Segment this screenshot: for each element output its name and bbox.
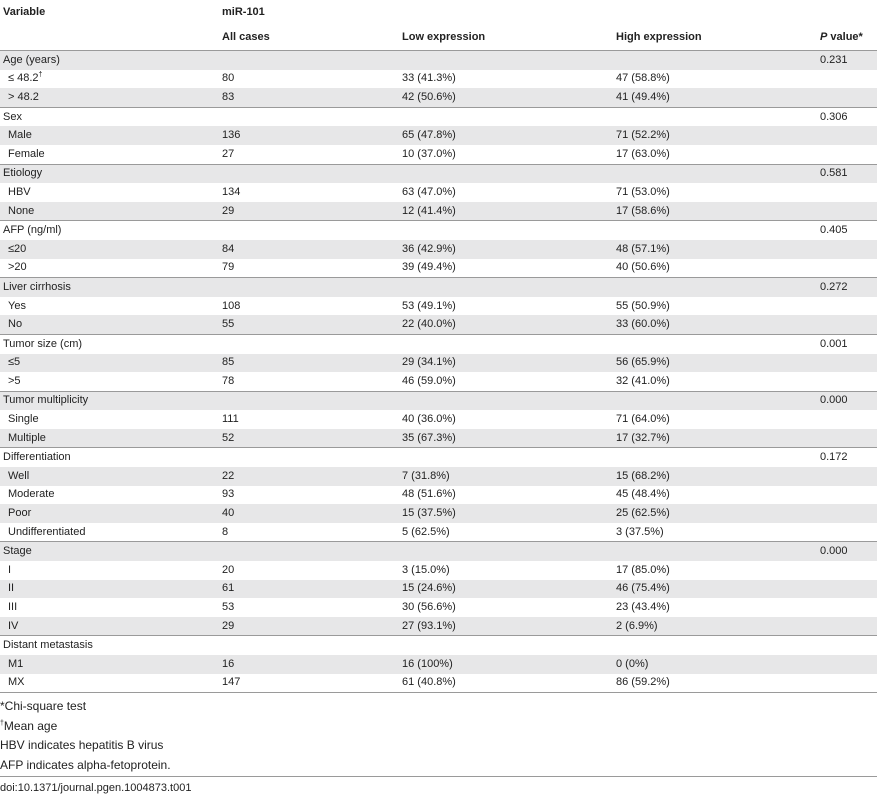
empty-cell [613, 334, 817, 353]
footnotes [0, 697, 171, 775]
row-low-expression: 33 (41.3%) [402, 72, 456, 85]
footer-divider [0, 776, 877, 777]
empty-cell [399, 164, 613, 183]
row-high-expression: 0 (0%) [613, 655, 817, 674]
empty-cell [219, 164, 399, 183]
row-low-expression: 42 (50.6%) [399, 88, 613, 107]
section-row [0, 334, 877, 353]
row-label: ≤ 48.2† [8, 71, 43, 85]
row-all-cases: 53 [222, 601, 235, 614]
row-low-expression: 39 (49.4%) [402, 261, 456, 274]
row-label: Moderate [8, 488, 55, 501]
row-all-cases: 136 [219, 126, 399, 145]
row-low-expression: 7 (31.8%) [399, 467, 613, 486]
row-label: III [8, 601, 18, 614]
row-high-expression: 71 (52.2%) [613, 126, 817, 145]
table-row [0, 410, 877, 429]
empty-cell [399, 221, 613, 240]
row-high-expression: 56 (65.9%) [613, 354, 817, 373]
empty-cell [817, 354, 877, 373]
row-label: Well [0, 467, 219, 486]
section-p-value: 0.306 [817, 107, 877, 126]
empty-cell [817, 429, 877, 448]
section-p-value: 0.581 [817, 164, 877, 183]
row-low-expression: 61 (40.8%) [399, 674, 613, 693]
row-all-cases: 80 [222, 72, 235, 85]
row-high-expression: 55 (50.9%) [616, 299, 670, 312]
empty-cell [817, 259, 877, 278]
empty-cell [817, 88, 877, 107]
row-low-expression: 30 (56.6%) [402, 601, 456, 614]
section-row [0, 278, 877, 297]
empty-cell [219, 107, 399, 126]
row-low-expression: 22 (40.0%) [399, 315, 613, 334]
row-all-cases: 85 [219, 354, 399, 373]
section-row [0, 164, 877, 183]
empty-cell [817, 202, 877, 221]
empty-cell [399, 107, 613, 126]
empty-cell [817, 617, 877, 636]
header-high-expression: High expression [616, 31, 702, 43]
empty-cell [219, 391, 399, 410]
row-label: ≤20 [0, 240, 219, 259]
row-high-expression: 17 (58.6%) [613, 202, 817, 221]
row-all-cases: 29 [219, 202, 399, 221]
table-row [0, 655, 877, 674]
row-high-expression: 17 (63.0%) [616, 147, 670, 160]
row-label: M1 [0, 655, 219, 674]
row-label: Single [8, 413, 39, 426]
row-high-expression: 2 (6.9%) [613, 617, 817, 636]
row-high-expression: 32 (41.0%) [616, 374, 670, 387]
row-all-cases: 111 [222, 413, 239, 426]
table-row [0, 617, 877, 636]
row-label: I [8, 563, 12, 576]
section-title: Age (years) [0, 51, 219, 70]
empty-cell [219, 448, 399, 467]
row-all-cases: 55 [219, 315, 399, 334]
row-label: Female [8, 147, 45, 160]
empty-cell [219, 334, 399, 353]
empty-cell [613, 542, 817, 561]
row-label: IV [0, 617, 219, 636]
section-title: Tumor multiplicity [0, 391, 219, 410]
section-p-value: 0.172 [817, 448, 877, 467]
row-all-cases: 83 [219, 88, 399, 107]
table-row [0, 315, 877, 334]
empty-cell [613, 107, 817, 126]
section-title: Tumor size (cm) [0, 334, 219, 353]
empty-cell [399, 448, 613, 467]
row-label: Multiple [0, 429, 219, 448]
row-label: Yes [8, 299, 26, 312]
section-row [0, 542, 877, 561]
section-title: Differentiation [0, 448, 219, 467]
row-high-expression: 3 (37.5%) [616, 525, 664, 538]
row-low-expression: 65 (47.8%) [399, 126, 613, 145]
row-high-expression: 46 (75.4%) [613, 580, 817, 599]
table-row [0, 297, 877, 316]
row-all-cases: 20 [222, 563, 235, 576]
empty-cell [613, 221, 817, 240]
row-all-cases: 84 [219, 240, 399, 259]
row-all-cases: 40 [219, 504, 399, 523]
empty-cell [219, 278, 399, 297]
empty-cell [817, 561, 877, 580]
empty-cell [817, 70, 877, 89]
footnote-chi-square: *Chi-square test [0, 699, 87, 713]
table-row [0, 486, 877, 505]
row-low-expression: 12 (41.4%) [399, 202, 613, 221]
empty-cell [817, 183, 877, 202]
section-p-value [817, 636, 877, 655]
row-high-expression: 23 (43.4%) [616, 601, 670, 614]
row-high-expression: 40 (50.6%) [616, 261, 670, 274]
section-title: Stage [0, 542, 219, 561]
row-low-expression: 46 (59.0%) [402, 374, 456, 387]
table-row [0, 145, 877, 164]
header-p-value: P value* [820, 31, 863, 43]
empty-cell [613, 391, 817, 410]
row-high-expression: 71 (53.0%) [616, 185, 670, 198]
row-all-cases: 29 [219, 617, 399, 636]
row-all-cases: 27 [222, 147, 235, 160]
empty-cell [613, 636, 817, 655]
row-high-expression: 33 (60.0%) [613, 315, 817, 334]
doi-text: doi:10.1371/journal.pgen.1004873.t001 [0, 782, 192, 794]
row-all-cases: 108 [222, 299, 241, 312]
row-low-expression: 5 (62.5%) [402, 525, 450, 538]
empty-cell [817, 674, 877, 693]
row-all-cases: 16 [219, 655, 399, 674]
section-p-value: 0.272 [817, 278, 877, 297]
table-row [0, 70, 877, 89]
row-high-expression: 86 (59.2%) [613, 674, 817, 693]
section-row [0, 51, 877, 70]
section-title: Liver cirrhosis [0, 278, 219, 297]
row-high-expression: 71 (64.0%) [616, 413, 670, 426]
empty-cell [817, 486, 877, 505]
empty-cell [817, 598, 877, 617]
empty-cell [817, 504, 877, 523]
footnote-afp: AFP indicates alpha-fetoprotein. [0, 757, 171, 772]
row-label: None [0, 202, 219, 221]
section-row [0, 448, 877, 467]
empty-cell [817, 580, 877, 599]
row-low-expression: 53 (49.1%) [402, 299, 456, 312]
empty-cell [399, 278, 613, 297]
row-low-expression: 10 (37.0%) [402, 147, 456, 160]
row-label: >20 [8, 261, 27, 274]
footnote-mean-age: †Mean age [0, 718, 58, 733]
empty-cell [399, 334, 613, 353]
row-low-expression: 27 (93.1%) [399, 617, 613, 636]
table-row [0, 88, 877, 107]
empty-cell [399, 636, 613, 655]
section-row [0, 636, 877, 655]
row-all-cases: 93 [222, 488, 235, 501]
empty-cell [613, 164, 817, 183]
section-row [0, 221, 877, 240]
table-row [0, 126, 877, 145]
empty-cell [399, 542, 613, 561]
section-title: AFP (ng/ml) [0, 221, 219, 240]
row-label: HBV [8, 185, 31, 198]
row-low-expression: 35 (67.3%) [399, 429, 613, 448]
row-all-cases: 134 [222, 185, 241, 198]
table-row [0, 467, 877, 486]
table-row [0, 429, 877, 448]
empty-cell [613, 278, 817, 297]
empty-cell [613, 448, 817, 467]
footnote-hbv: HBV indicates hepatitis B virus [0, 738, 164, 752]
empty-cell [219, 542, 399, 561]
empty-cell [399, 51, 613, 70]
empty-cell [817, 410, 877, 429]
row-all-cases: 8 [222, 525, 229, 538]
section-p-value: 0.231 [817, 51, 877, 70]
table-row [0, 202, 877, 221]
row-low-expression: 15 (37.5%) [399, 504, 613, 523]
section-p-value: 0.000 [817, 391, 877, 410]
row-high-expression: 15 (68.2%) [613, 467, 817, 486]
row-label: >5 [8, 374, 21, 387]
table-row [0, 183, 877, 202]
section-title: Distant metastasis [0, 636, 219, 655]
row-high-expression: 47 (58.8%) [616, 72, 670, 85]
empty-cell [613, 51, 817, 70]
row-low-expression: 3 (15.0%) [402, 563, 450, 576]
row-high-expression: 25 (62.5%) [613, 504, 817, 523]
table-row [0, 674, 877, 693]
row-label: MX [0, 674, 219, 693]
row-all-cases: 147 [219, 674, 399, 693]
empty-cell [817, 297, 877, 316]
section-row [0, 107, 877, 126]
header-variable: Variable [3, 6, 46, 18]
header-row-2 [0, 25, 877, 51]
row-label: ≤5 [0, 354, 219, 373]
header-low-expression: Low expression [402, 31, 486, 43]
row-all-cases: 79 [222, 261, 235, 274]
row-all-cases: 61 [219, 580, 399, 599]
row-high-expression: 17 (85.0%) [616, 563, 670, 576]
empty-cell [817, 467, 877, 486]
table-row [0, 354, 877, 373]
empty-cell [817, 145, 877, 164]
empty-cell [817, 372, 877, 391]
row-high-expression: 45 (48.4%) [616, 488, 670, 501]
row-label: No [0, 315, 219, 334]
row-label: Undifferentiated [8, 525, 86, 538]
empty-cell [817, 315, 877, 334]
header-all-cases: All cases [222, 31, 270, 43]
empty-cell [219, 51, 399, 70]
empty-cell [817, 240, 877, 259]
row-label: Poor [0, 504, 219, 523]
row-label: > 48.2 [0, 88, 219, 107]
table-row [0, 504, 877, 523]
table-row [0, 523, 877, 542]
row-all-cases: 52 [219, 429, 399, 448]
row-low-expression: 40 (36.0%) [402, 413, 456, 426]
section-p-value: 0.405 [817, 221, 877, 240]
empty-cell [817, 523, 877, 542]
row-label: Male [0, 126, 219, 145]
empty-cell [219, 221, 399, 240]
table-row [0, 561, 877, 580]
table-row [0, 598, 877, 617]
row-all-cases: 22 [219, 467, 399, 486]
row-low-expression: 16 (100%) [399, 655, 613, 674]
row-low-expression: 63 (47.0%) [402, 185, 456, 198]
table-row [0, 240, 877, 259]
section-row [0, 391, 877, 410]
section-title: Etiology [0, 164, 219, 183]
row-low-expression: 36 (42.9%) [399, 240, 613, 259]
empty-cell [399, 391, 613, 410]
row-label: II [0, 580, 219, 599]
empty-cell [817, 126, 877, 145]
section-title: Sex [0, 107, 219, 126]
row-high-expression: 48 (57.1%) [613, 240, 817, 259]
row-high-expression: 41 (49.4%) [613, 88, 817, 107]
table-body [0, 51, 877, 693]
table-row [0, 372, 877, 391]
empty-cell [219, 636, 399, 655]
row-low-expression: 48 (51.6%) [402, 488, 456, 501]
row-high-expression: 17 (32.7%) [613, 429, 817, 448]
table-row [0, 259, 877, 278]
row-low-expression: 15 (24.6%) [399, 580, 613, 599]
section-p-value: 0.000 [817, 542, 877, 561]
table-row [0, 580, 877, 599]
row-low-expression: 29 (34.1%) [399, 354, 613, 373]
row-all-cases: 78 [222, 374, 235, 387]
header-row-1 [0, 0, 877, 25]
section-p-value: 0.001 [817, 334, 877, 353]
header-group: miR-101 [222, 6, 265, 18]
empty-cell [817, 655, 877, 674]
